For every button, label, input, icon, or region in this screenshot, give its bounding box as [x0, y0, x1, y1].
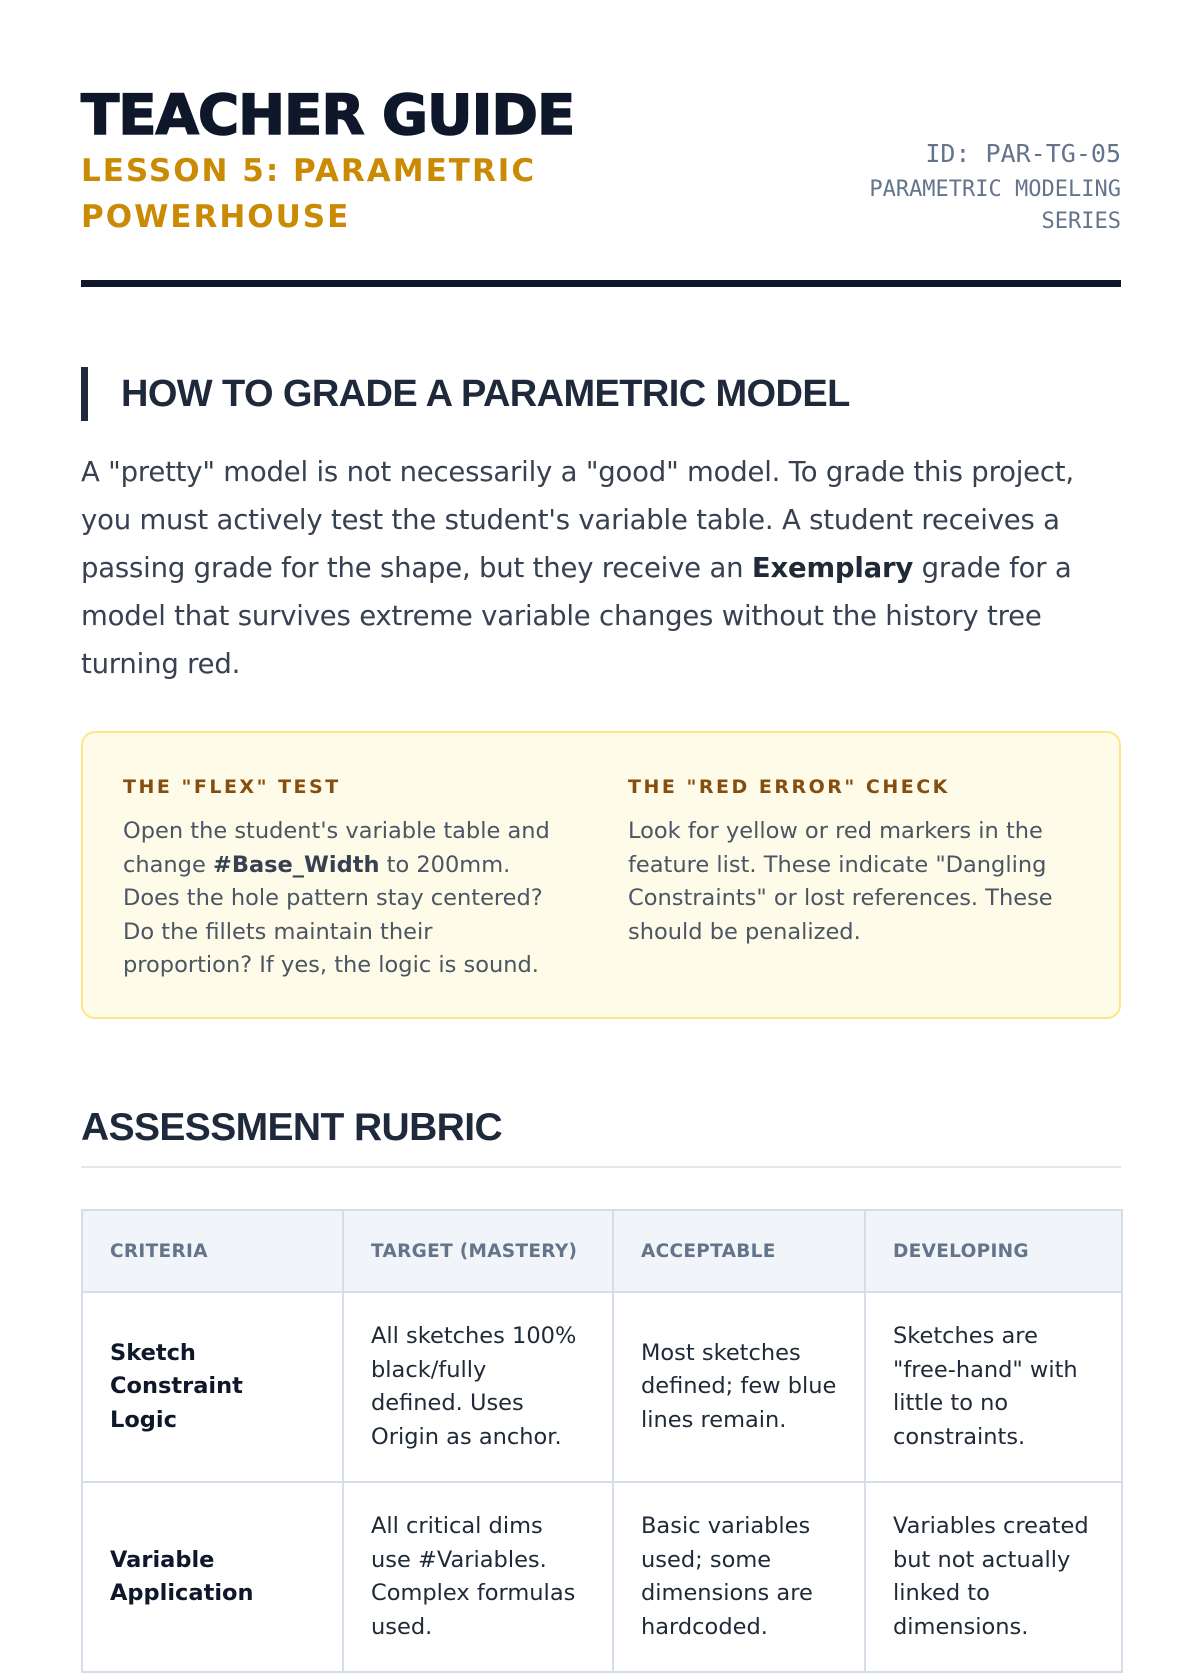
flex-text-end: to 200mm. Does the hole pattern stay centered? Do the fillets maintain their proportion? If yes, the logic is sound. [123, 851, 543, 978]
developing-cell: Variables created but not actually linked to dimensions. [865, 1482, 1122, 1672]
column-header-acceptable: ACCEPTABLE [613, 1210, 865, 1292]
flex-text-start: Open the student's variable table and change [123, 818, 550, 878]
acceptable-cell: Basic variables used; some dimensions are hardcoded. [613, 1482, 865, 1672]
flex-test-title: THE "FLEX" TEST [123, 776, 341, 798]
flex-test-text [123, 815, 563, 983]
intro-text-start: A "pretty" model is not necessarily a "good" model. To grade this project, you must actively test the student's variable table. A student receives a passing grade for the shape, but they receive an [81, 456, 1074, 584]
intro-text-end: grade for a model that survives extreme variable changes without the history tree turning red. [81, 552, 1072, 680]
rubric-heading: ASSESSMENT RUBRIC [81, 1106, 503, 1149]
target-cell: All sketches 100% black/fully defined. Uses Origin as anchor. [343, 1292, 613, 1482]
flex-test-panel [123, 773, 563, 983]
acceptable-cell: Most sketches defined; few blue lines remain. [613, 1292, 865, 1482]
column-header-developing: DEVELOPING [865, 1210, 1122, 1292]
header-divider [81, 280, 1121, 287]
criterion-cell: Variable Application [82, 1482, 343, 1672]
table-row [82, 1292, 1122, 1482]
table-row [82, 1482, 1122, 1672]
grading-section-heading: HOW TO GRADE A PARAMETRIC MODEL [81, 367, 850, 421]
red-error-text: Look for yellow or red markers in the feature list. These indicate "Dangling Constraints" or lost references. These should be penalized. [628, 818, 1053, 945]
document-meta [841, 134, 1121, 238]
lesson-title: LESSON 5: PARAMETRIC POWERHOUSE [81, 153, 537, 235]
intro-emphasis: Exemplary [751, 552, 914, 584]
document-header [81, 0, 1121, 288]
table-header-row [82, 1210, 1122, 1292]
developing-cell: Sketches are "free-hand" with little to no constraints. [865, 1292, 1122, 1482]
target-cell: All critical dims use #Variables. Complex formulas used. [343, 1482, 613, 1672]
rubric-divider [81, 1166, 1121, 1168]
flex-variable-name: #Base_Width [212, 851, 380, 878]
document-title: TEACHER GUIDE [81, 83, 575, 147]
grading-intro [81, 448, 1121, 688]
red-error-panel [628, 773, 1068, 949]
grading-tips-callout [81, 731, 1121, 1019]
series-name: PARAMETRIC MODELING SERIES [869, 177, 1121, 234]
document-id: ID: PAR-TG-05 [925, 139, 1121, 168]
red-error-title: THE "RED ERROR" CHECK [628, 776, 950, 798]
column-header-criteria: CRITERIA [82, 1210, 343, 1292]
column-header-target: TARGET (MASTERY) [343, 1210, 613, 1292]
assessment-rubric-table [81, 1209, 1123, 1673]
teacher-guide-page [81, 0, 1121, 1640]
criterion-cell: Sketch Constraint Logic [82, 1292, 343, 1482]
